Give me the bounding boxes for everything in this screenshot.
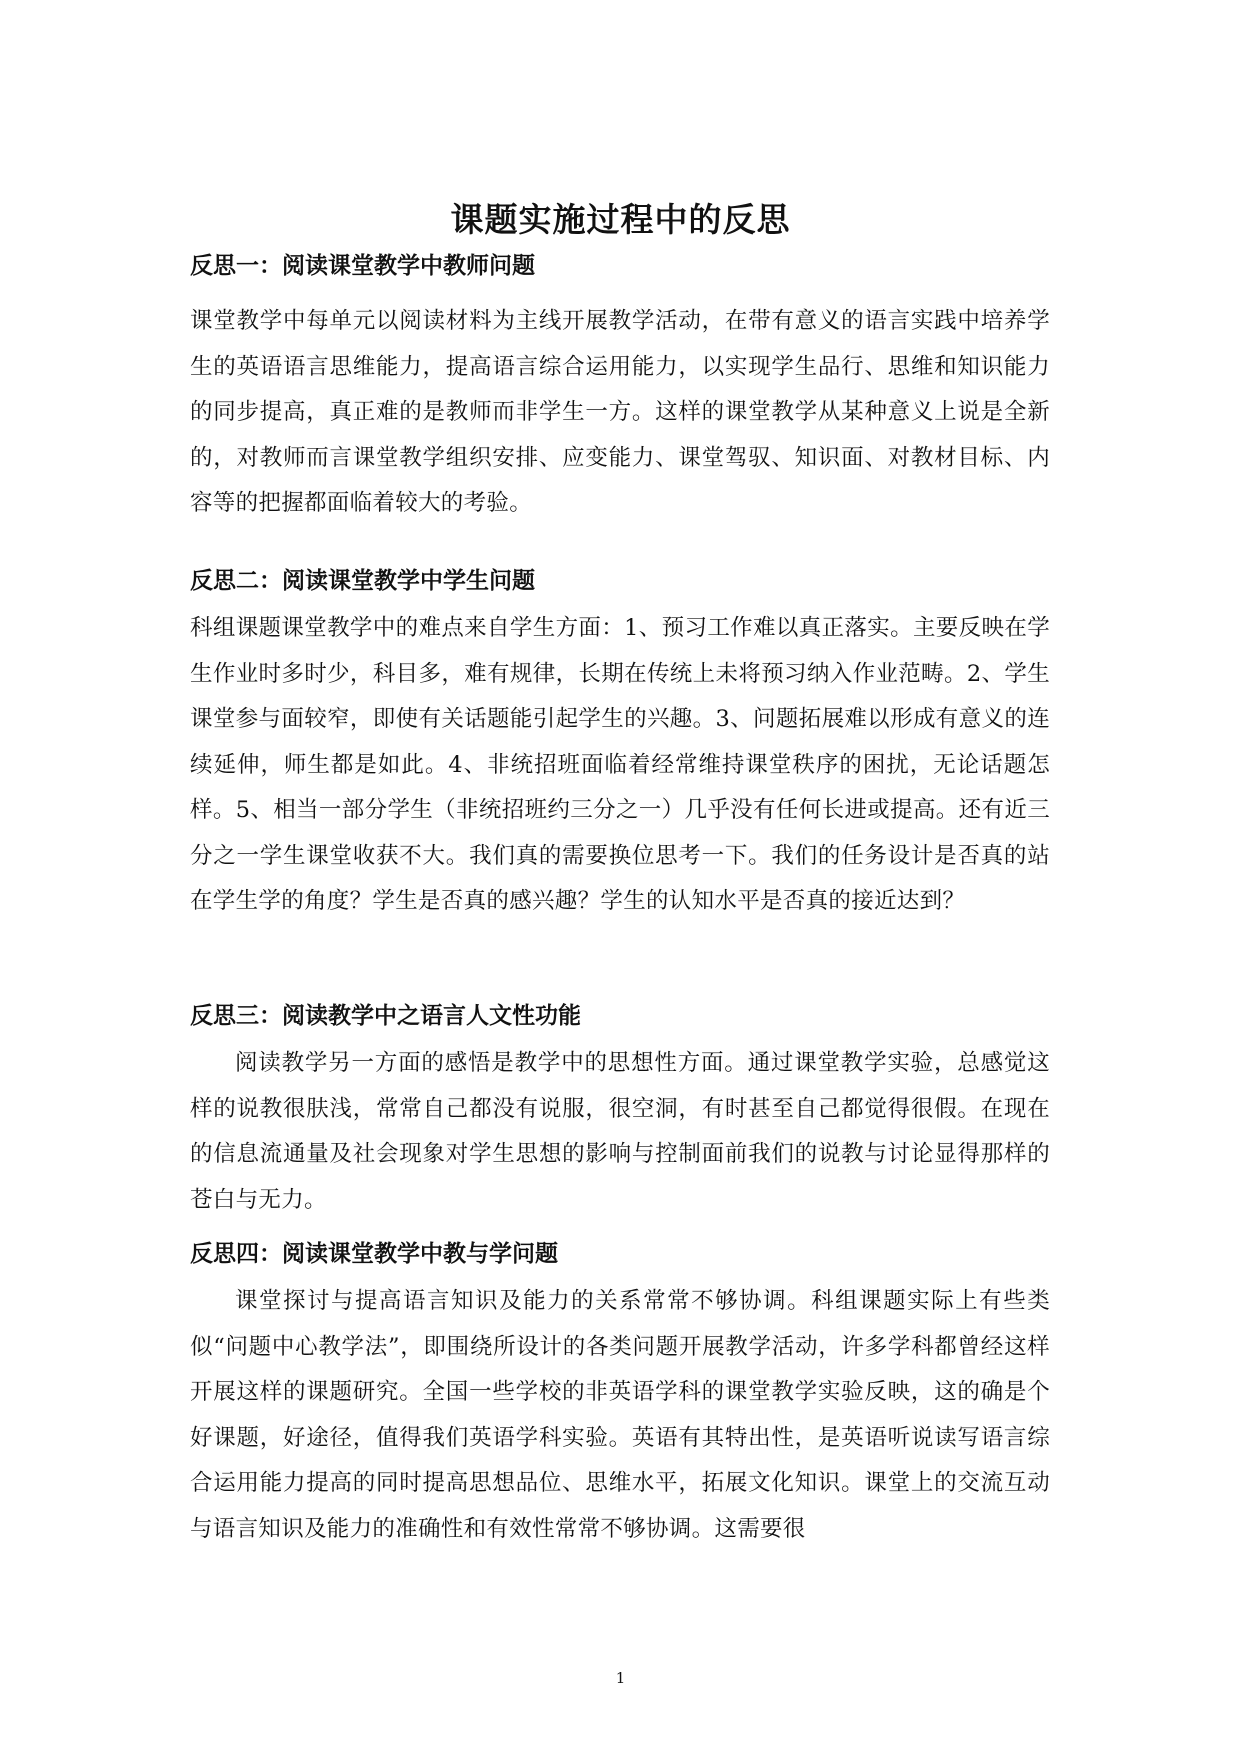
section-body: 科组课题课堂教学中的难点来自学生方面：1、预习工作难以真正落实。主要反映在学生作业时多时少，科目多，难有规律，长期在传统上未将预习纳入作业范畴。2、学生课堂参与面较窄，即使有关话题能引起学生的兴趣。3、问题拓展难以形成有意义的连续延伸，师生都是如此。4、非统招班面临着经常维持课堂秩序的困扰，无论话题怎样。5、相当一部分学生（非统招班约三分之一）几乎没有任何长进或提高。还有近三分之一学生课堂收获不大。我们真的需要换位思考一下。我们的任务设计是否真的站在学生学的角度？学生是否真的感兴趣？学生的认知水平是否真的接近达到？ [190,615,1050,914]
section-reflection-3 [190,999,1050,1223]
document-title: 课题实施过程中的反思 [450,200,791,240]
page-number: 1 [615,1669,626,1687]
section-reflection-1 [190,249,1050,527]
section-body: 阅读教学另一方面的感悟是教学中的思想性方面。通过课堂教学实验，总感觉这样的说教很肤浅，常常自己都没有说服，很空洞，有时甚至自己都觉得很假。在现在的信息流通量及社会现象对学生思想的影响与控制面前我们的说教与讨论显得那样的苍白与无力。 [190,1050,1050,1213]
section-heading: 反思三：阅读教学中之语言人文性功能 [190,1002,581,1029]
section-reflection-4 [190,1237,1050,1552]
section-heading: 反思二：阅读课堂教学中学生问题 [190,567,535,594]
section-heading: 反思四：阅读课堂教学中教与学问题 [190,1240,558,1267]
section-heading: 反思一：阅读课堂教学中教师问题 [190,252,535,279]
section-body: 课堂探讨与提高语言知识及能力的关系常常不够协调。科组课题实际上有些类似“问题中心教学法”，即围绕所设计的各类问题开展教学活动，许多学科都曾经这样开展这样的课题研究。全国一些学校的非英语学科的课堂教学实验反映，这的确是个好课题，好途径，值得我们英语学科实验。英语有其特出性，是英语听说读写语言综合运用能力提高的同时提高思想品位、思维水平，拓展文化知识。课堂上的交流互动与语言知识及能力的准确性和有效性常常不够协调。这需要很 [190,1288,1050,1542]
section-body: 课堂教学中每单元以阅读材料为主线开展教学活动，在带有意义的语言实践中培养学生的英语语言思维能力，提高语言综合运用能力，以实现学生品行、思维和知识能力的同步提高，真正难的是教师而非学生一方。这样的课堂教学从某种意义上说是全新的，对教师而言课堂教学组织安排、应变能力、课堂驾驭、知识面、对教材目标、内容等的把握都面临着较大的考验。 [190,308,1050,516]
section-reflection-2 [190,564,1050,925]
